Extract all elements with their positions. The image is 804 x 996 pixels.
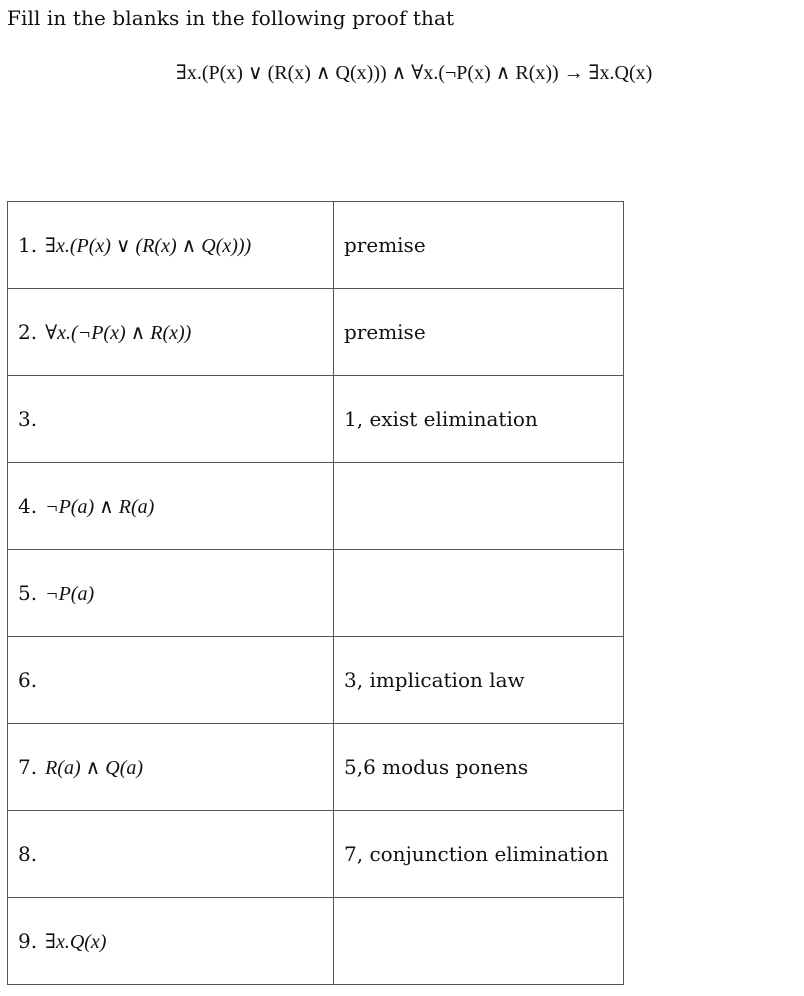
proof-row [8,289,624,376]
justification-cell[interactable] [334,637,624,724]
justification-text: premise [344,233,426,257]
justification-cell[interactable] [334,202,624,289]
justification-text: 5,6 modus ponens [344,755,529,779]
statement-text: ∀x.(¬P(x) ∧ R(x)) [45,321,192,344]
line-number: 7. [18,754,38,779]
line-number: 4. [18,493,38,518]
line-number: 6. [18,667,38,692]
proof-row [8,550,624,637]
proof-row [8,202,624,289]
proof-row [8,637,624,724]
line-number: 2. [18,319,38,344]
statement-text: R(a) ∧ Q(a) [45,756,144,779]
justification-cell[interactable] [334,550,624,637]
statement-cell[interactable] [8,376,334,463]
justification-cell[interactable] [334,376,624,463]
proof-row [8,724,624,811]
justification-cell[interactable] [334,724,624,811]
line-number: 3. [18,406,38,431]
statement-text: ¬P(a) [45,582,95,605]
justification-cell[interactable] [334,289,624,376]
proof-row [8,811,624,898]
statement-text: ∃x.Q(x) [45,930,107,953]
line-number: 1. [18,232,38,257]
statement-cell[interactable] [8,811,334,898]
proof-row [8,376,624,463]
justification-cell[interactable] [334,898,624,985]
proof-table [7,201,624,985]
statement-cell[interactable] [8,724,334,811]
statement-text: ¬P(a) ∧ R(a) [45,495,155,518]
line-number: 9. [18,928,38,953]
statement-cell[interactable] [8,463,334,550]
justification-text: 7, conjunction elimination [344,842,609,866]
proof-row [8,463,624,550]
line-number: 8. [18,841,38,866]
statement-cell[interactable] [8,637,334,724]
line-number: 5. [18,580,38,605]
theorem-formula: ∃x.(P(x) ∨ (R(x) ∧ Q(x))) ∧ ∀x.(¬P(x) ∧ R(x)) → ∃x.Q(x) [176,62,653,84]
statement-cell[interactable] [8,289,334,376]
justification-text: 1, exist elimination [344,407,538,431]
justification-cell[interactable] [334,463,624,550]
statement-cell[interactable] [8,898,334,985]
instruction-text: Fill in the blanks in the following proof that [7,6,455,30]
statement-cell[interactable] [8,202,334,289]
statement-cell[interactable] [8,550,334,637]
justification-text: premise [344,320,426,344]
justification-cell[interactable] [334,811,624,898]
justification-text: 3, implication law [344,668,525,692]
proof-row [8,898,624,985]
statement-text: ∃x.(P(x) ∨ (R(x) ∧ Q(x))) [45,234,252,257]
